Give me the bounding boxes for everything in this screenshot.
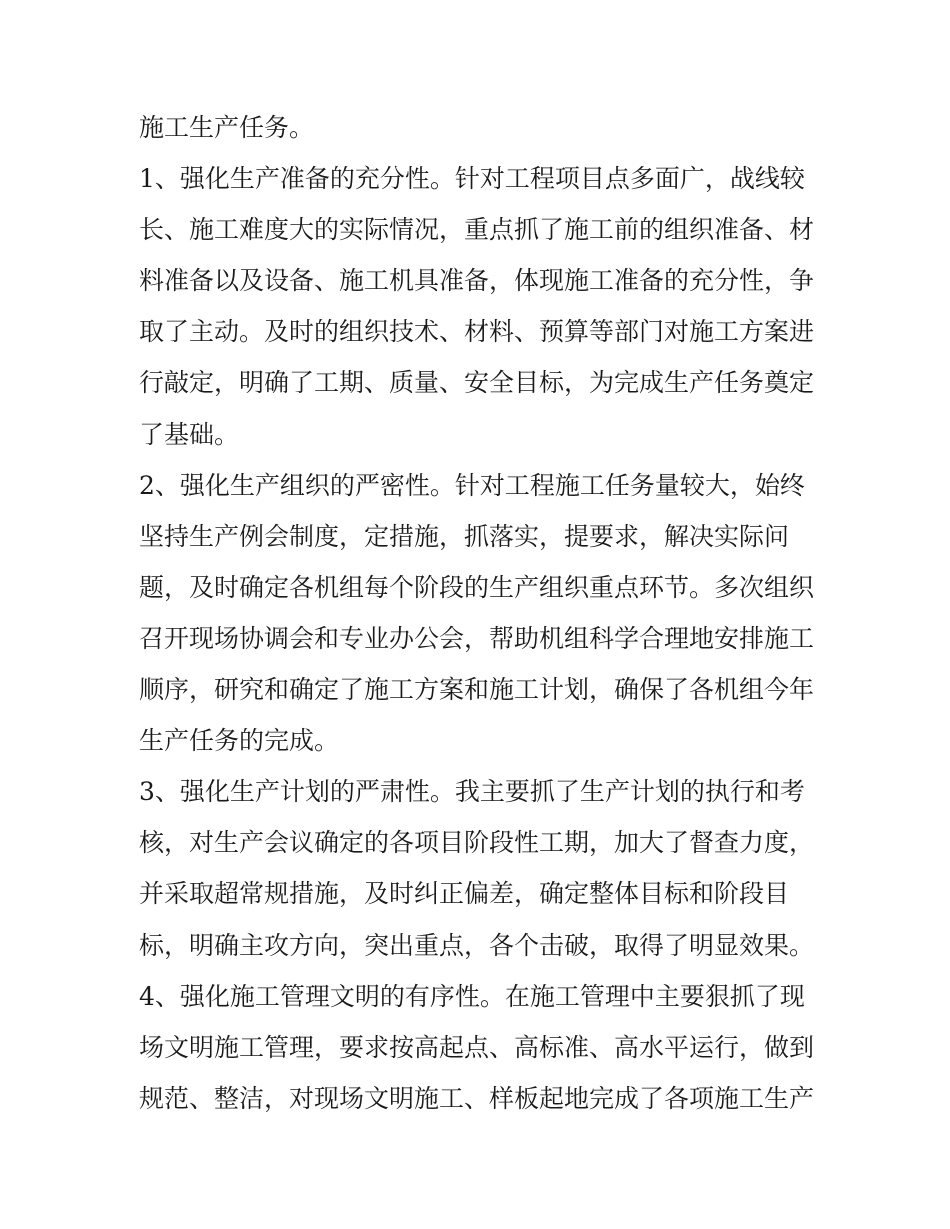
text-line: 顺序，研究和确定了施工方案和施工计划，确保了各机组今年: [139, 675, 815, 705]
text-line: 料准备以及设备、施工机具准备，体现施工准备的充分性，争: [139, 266, 815, 296]
text-line: 场文明施工管理，要求按高起点、高标准、高水平运行，做到: [139, 1032, 815, 1062]
text-line: 坚持生产例会制度，定措施，抓落实，提要求，解决实际问: [139, 521, 790, 551]
text-line: 并采取超常规措施，及时纠正偏差，确定整体目标和阶段目: [139, 879, 790, 909]
text-line: 长、施工难度大的实际情况，重点抓了施工前的组织准备、材: [139, 215, 815, 245]
text-line: 标，明确主攻方向，突出重点，各个击破，取得了明显效果。: [139, 930, 815, 960]
text-line: 3、强化生产计划的严肃性。我主要抓了生产计划的执行和考: [139, 777, 805, 807]
text-line: 行敲定，明确了工期、质量、安全目标，为完成生产任务奠定: [139, 368, 815, 398]
text-line: 1、强化生产准备的充分性。针对工程项目点多面广，战线较: [139, 164, 805, 194]
text-line: 4、强化施工管理文明的有序性。在施工管理中主要狠抓了现: [139, 981, 805, 1011]
text-line: 2、强化生产组织的严密性。针对工程施工任务量较大，始终: [139, 470, 805, 500]
document-body: [139, 102, 819, 1124]
text-line: 召开现场协调会和专业办公会，帮助机组科学合理地安排施工: [139, 623, 815, 653]
text-line: 题，及时确定各机组每个阶段的生产组织重点环节。多次组织: [139, 572, 815, 602]
text-line: 核，对生产会议确定的各项目阶段性工期，加大了督查力度，: [139, 828, 815, 858]
text-line: 施工生产任务。: [139, 113, 315, 142]
text-line: 生产任务的完成。: [139, 726, 340, 756]
text-line: 规范、整洁，对现场文明施工、样板起地完成了各项施工生产: [139, 1083, 815, 1113]
text-line: 取了主动。及时的组织技术、材料、预算等部门对施工方案进: [139, 317, 815, 347]
text-line: 了基础。: [139, 419, 240, 449]
